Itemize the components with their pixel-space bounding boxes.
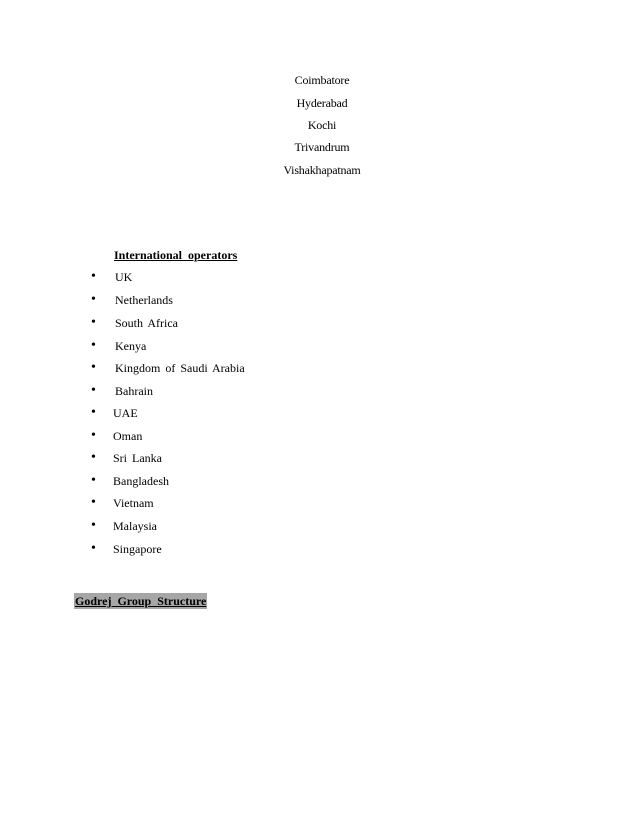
bullet-icon: • xyxy=(91,338,96,353)
list-item-label: Netherlands xyxy=(115,293,173,307)
list-item-label: Kingdom of Saudi Arabia xyxy=(115,361,245,375)
list-item-label: Malaysia xyxy=(113,519,157,533)
list-item-label: South Africa xyxy=(115,316,178,330)
bullet-icon: • xyxy=(91,405,96,420)
list-item-label: Singapore xyxy=(113,542,162,556)
bullet-icon: • xyxy=(91,383,96,398)
bullet-icon: • xyxy=(91,428,96,443)
bullet-icon: • xyxy=(91,315,96,330)
list-item-label: Sri Lanka xyxy=(113,451,162,465)
city-item: Coimbatore xyxy=(294,73,350,87)
city-item: Kochi xyxy=(307,118,337,132)
bullet-icon: • xyxy=(91,269,96,284)
city-item: Vishakhapatnam xyxy=(283,163,361,177)
bullet-icon: • xyxy=(91,450,96,465)
city-item: Trivandrum xyxy=(294,140,350,154)
city-item: Hyderabad xyxy=(296,96,348,110)
list-item-label: Vietnam xyxy=(113,496,154,510)
list-item-label: Bahrain xyxy=(115,384,153,398)
bullet-icon: • xyxy=(91,541,96,556)
international-operators-heading: International operators xyxy=(114,248,238,262)
list-item-label: UAE xyxy=(113,406,138,420)
list-item-label: Kenya xyxy=(115,339,147,353)
list-item-label: UK xyxy=(115,270,133,284)
list-item-label: Oman xyxy=(113,429,143,443)
bullet-icon: • xyxy=(91,495,96,510)
bullet-icon: • xyxy=(91,360,96,375)
group-structure-heading: Godrej Group Structure xyxy=(75,594,207,608)
bullet-icon: • xyxy=(91,473,96,488)
bullet-icon: • xyxy=(91,292,96,307)
list-item-label: Bangladesh xyxy=(113,474,169,488)
bullet-icon: • xyxy=(91,518,96,533)
